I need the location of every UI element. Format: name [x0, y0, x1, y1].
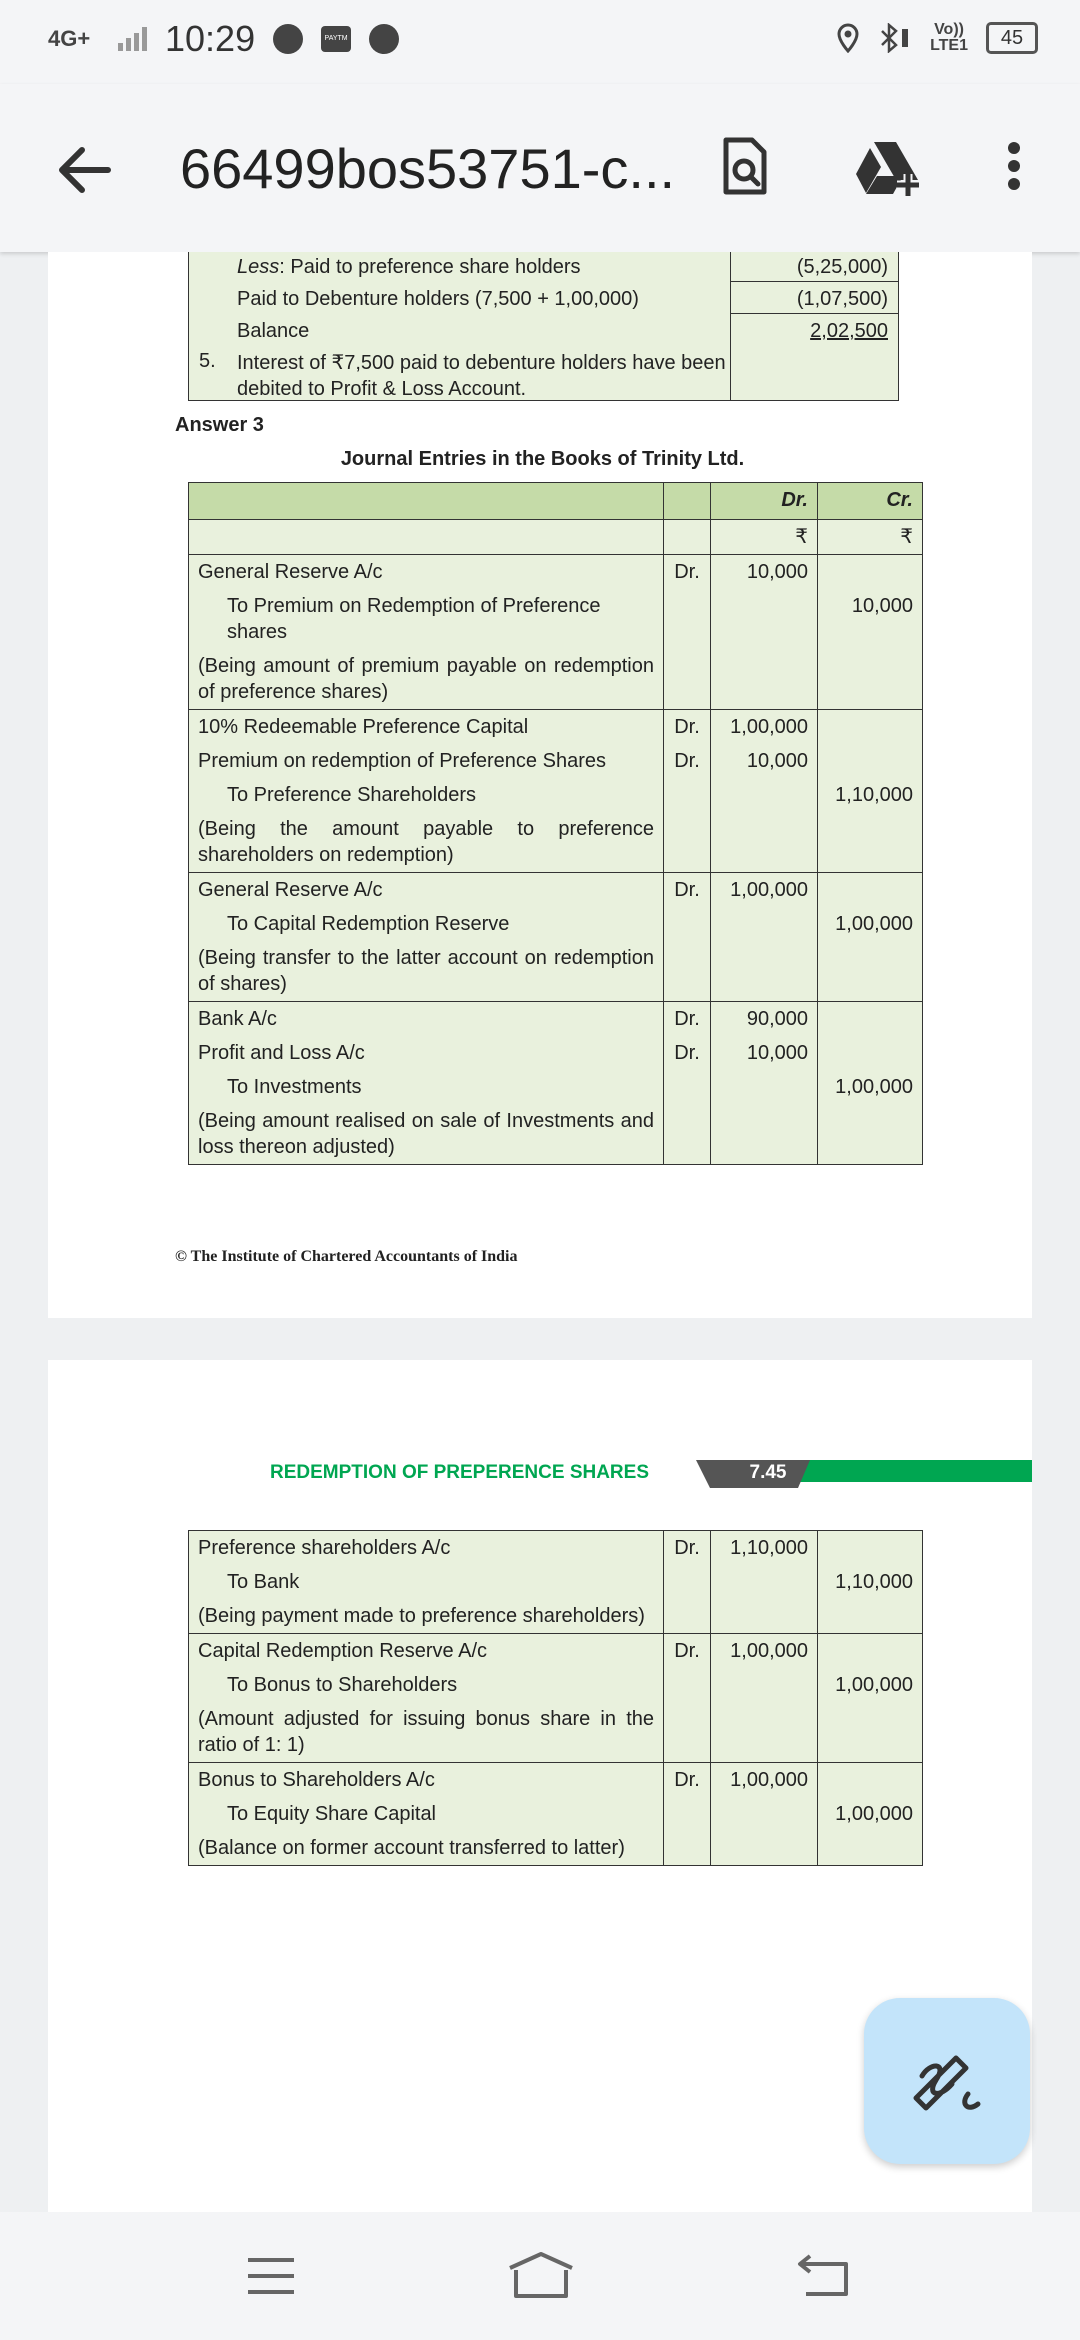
particulars: (Being amount of premium payable on redemption of preference shares) — [189, 649, 664, 710]
journal-line — [189, 649, 923, 710]
particulars: Capital Redemption Reserve A/c — [189, 1634, 664, 1669]
debit-amount — [711, 1104, 818, 1165]
debit-amount: 1,00,000 — [711, 873, 818, 908]
dr-marker — [664, 1831, 711, 1866]
credit-amount — [818, 1702, 923, 1763]
particulars: Profit and Loss A/c — [189, 1036, 664, 1070]
credit-amount — [818, 1104, 923, 1165]
cr-column-header: Cr. — [818, 483, 923, 520]
particulars: Preference shareholders A/c — [189, 1531, 664, 1566]
debit-amount: 1,00,000 — [711, 710, 818, 745]
dr-marker: Dr. — [664, 744, 711, 778]
dr-marker — [664, 941, 711, 1002]
edit-fab-button[interactable] — [864, 1998, 1030, 2164]
dr-marker: Dr. — [664, 710, 711, 745]
journal-line — [189, 1831, 923, 1866]
journal-line — [189, 1702, 923, 1763]
journal-line — [189, 1531, 923, 1566]
credit-amount: 1,00,000 — [818, 907, 923, 941]
credit-amount — [818, 744, 923, 778]
chapter-header-title: REDEMPTION OF PREPERENCE SHARES — [270, 1462, 649, 1483]
particulars: 10% Redeemable Preference Capital — [189, 710, 664, 745]
particulars: (Being transfer to the latter account on redemption of shares) — [189, 941, 664, 1002]
debit-amount — [711, 649, 818, 710]
status-bar — [0, 0, 1080, 84]
credit-amount — [818, 1531, 923, 1566]
journal-line — [189, 1634, 923, 1669]
answer-heading: Answer 3 — [175, 414, 264, 436]
credit-amount: 10,000 — [818, 589, 923, 649]
less-paid-preference-label: Less: Paid to preference share holders — [237, 256, 581, 278]
copyright-footer: © The Institute of Chartered Accountants of India — [175, 1248, 518, 1265]
credit-amount — [818, 1831, 923, 1866]
journal-line — [189, 589, 923, 649]
particulars: General Reserve A/c — [189, 555, 664, 590]
credit-amount — [818, 1036, 923, 1070]
particulars: To Bank — [189, 1565, 664, 1599]
debit-amount — [711, 1702, 818, 1763]
journal-line — [189, 1565, 923, 1599]
more-options-icon[interactable] — [990, 134, 1038, 198]
journal-line — [189, 744, 923, 778]
journal-line — [189, 710, 923, 745]
dr-marker: Dr. — [664, 555, 711, 590]
battery-indicator: 45 — [986, 22, 1038, 54]
balance-value: 2,02,500 — [810, 320, 888, 342]
particulars: To Bonus to Shareholders — [189, 1668, 664, 1702]
bluetooth-icon — [878, 23, 912, 53]
debit-amount — [711, 1797, 818, 1831]
particulars: (Balance on former account transferred to latter) — [189, 1831, 664, 1866]
particulars: (Being amount realised on sale of Investments and loss thereon adjusted) — [189, 1104, 664, 1165]
particulars: Bank A/c — [189, 1002, 664, 1037]
credit-amount: 1,10,000 — [818, 1565, 923, 1599]
spotify-icon — [273, 24, 303, 54]
credit-amount — [818, 1634, 923, 1669]
particulars: Bonus to Shareholders A/c — [189, 1763, 664, 1798]
less-paid-preference-value: (5,25,000) — [796, 256, 888, 278]
journal-line — [189, 1599, 923, 1634]
dr-marker — [664, 778, 711, 812]
dr-marker — [664, 1668, 711, 1702]
balance-label: Balance — [237, 320, 310, 342]
app-bar — [0, 84, 1080, 252]
credit-amount — [818, 555, 923, 590]
debit-amount — [711, 1599, 818, 1634]
network-type: 4G+ — [48, 26, 91, 51]
dr-marker — [664, 907, 711, 941]
search-in-document-icon[interactable] — [712, 134, 776, 198]
dr-marker: Dr. — [664, 1036, 711, 1070]
volte-indicator: Vo)) LTE1 — [930, 21, 968, 54]
cr-currency: ₹ — [818, 520, 923, 555]
dr-marker — [664, 1104, 711, 1165]
back-arrow-icon[interactable] — [52, 138, 116, 202]
add-to-drive-icon[interactable] — [852, 134, 926, 198]
particulars: Premium on redemption of Preference Shares — [189, 744, 664, 778]
document-title: 66499bos53751-c... — [180, 137, 676, 200]
note-number: 5. — [199, 350, 216, 372]
paid-debenture-value: (1,07,500) — [796, 288, 888, 310]
credit-amount: 1,00,000 — [818, 1668, 923, 1702]
debit-amount — [711, 941, 818, 1002]
system-nav-bar — [0, 2212, 1080, 2340]
back-nav-icon[interactable] — [796, 2252, 852, 2298]
dr-column-header: Dr. — [711, 483, 818, 520]
dr-marker — [664, 1565, 711, 1599]
journal-line — [189, 1002, 923, 1037]
paytm-icon: PAYTM — [321, 26, 351, 52]
debit-amount: 1,10,000 — [711, 1531, 818, 1566]
journal-line — [189, 941, 923, 1002]
home-icon[interactable] — [506, 2250, 576, 2300]
debit-amount: 10,000 — [711, 744, 818, 778]
debit-amount — [711, 812, 818, 873]
journal-line — [189, 812, 923, 873]
dr-marker: Dr. — [664, 1002, 711, 1037]
debit-amount — [711, 589, 818, 649]
journal-line — [189, 555, 923, 590]
journal-line — [189, 778, 923, 812]
page-number: 7.45 — [749, 1462, 787, 1483]
dr-currency: ₹ — [711, 520, 818, 555]
dr-marker — [664, 1599, 711, 1634]
debit-amount: 10,000 — [711, 555, 818, 590]
credit-amount — [818, 710, 923, 745]
debit-amount — [711, 1070, 818, 1104]
credit-amount: 1,10,000 — [818, 778, 923, 812]
recent-apps-icon[interactable] — [246, 2256, 296, 2296]
journal-line — [189, 1797, 923, 1831]
paid-debenture-label: Paid to Debenture holders (7,500 + 1,00,000) — [237, 288, 639, 310]
credit-amount — [818, 1599, 923, 1634]
note-text: Interest of ₹7,500 paid to debenture holders have been debited to Profit & Loss Account. — [237, 352, 726, 400]
chrome-icon — [369, 24, 399, 54]
debit-amount — [711, 907, 818, 941]
particulars: To Investments — [189, 1070, 664, 1104]
dr-marker: Dr. — [664, 873, 711, 908]
dr-marker — [664, 812, 711, 873]
particulars: To Preference Shareholders — [189, 778, 664, 812]
dr-marker — [664, 1797, 711, 1831]
credit-amount — [818, 812, 923, 873]
credit-amount — [818, 941, 923, 1002]
dr-marker — [664, 649, 711, 710]
particulars: To Capital Redemption Reserve — [189, 907, 664, 941]
pen-squiggle-icon — [864, 1998, 1030, 2164]
journal-title: Journal Entries in the Books of Trinity Ltd. — [340, 448, 745, 470]
particulars: To Premium on Redemption of Preference shares — [189, 589, 664, 649]
journal-table-1 — [188, 482, 923, 1165]
credit-amount — [818, 1002, 923, 1037]
clock: 10:29 — [165, 18, 256, 59]
journal-table-2 — [188, 1530, 923, 1866]
particulars: General Reserve A/c — [189, 873, 664, 908]
credit-amount: 1,00,000 — [818, 1797, 923, 1831]
debit-amount: 90,000 — [711, 1002, 818, 1037]
journal-line — [189, 873, 923, 908]
dr-marker — [664, 1702, 711, 1763]
particulars: (Being the amount payable to preference shareholders on redemption) — [189, 812, 664, 873]
particulars: (Being payment made to preference shareholders) — [189, 1599, 664, 1634]
dr-marker: Dr. — [664, 1531, 711, 1566]
debit-amount: 10,000 — [711, 1036, 818, 1070]
prev-answer-box — [188, 252, 899, 401]
journal-line — [189, 1763, 923, 1798]
particulars: (Amount adjusted for issuing bonus share in the ratio of 1: 1) — [189, 1702, 664, 1763]
journal-line — [189, 1036, 923, 1070]
document-page-1 — [48, 252, 1032, 1318]
dr-marker: Dr. — [664, 1634, 711, 1669]
dr-marker: Dr. — [664, 1763, 711, 1798]
debit-amount — [711, 1831, 818, 1866]
credit-amount — [818, 649, 923, 710]
journal-line — [189, 1668, 923, 1702]
debit-amount — [711, 1565, 818, 1599]
credit-amount — [818, 873, 923, 908]
credit-amount: 1,00,000 — [818, 1070, 923, 1104]
debit-amount — [711, 778, 818, 812]
journal-line — [189, 1104, 923, 1165]
debit-amount: 1,00,000 — [711, 1763, 818, 1798]
location-icon — [836, 23, 860, 53]
debit-amount — [711, 1668, 818, 1702]
journal-line — [189, 1070, 923, 1104]
signal-icon — [118, 27, 147, 51]
dr-marker — [664, 589, 711, 649]
journal-line — [189, 907, 923, 941]
debit-amount: 1,00,000 — [711, 1634, 818, 1669]
dr-marker — [664, 1070, 711, 1104]
credit-amount — [818, 1763, 923, 1798]
particulars: To Equity Share Capital — [189, 1797, 664, 1831]
